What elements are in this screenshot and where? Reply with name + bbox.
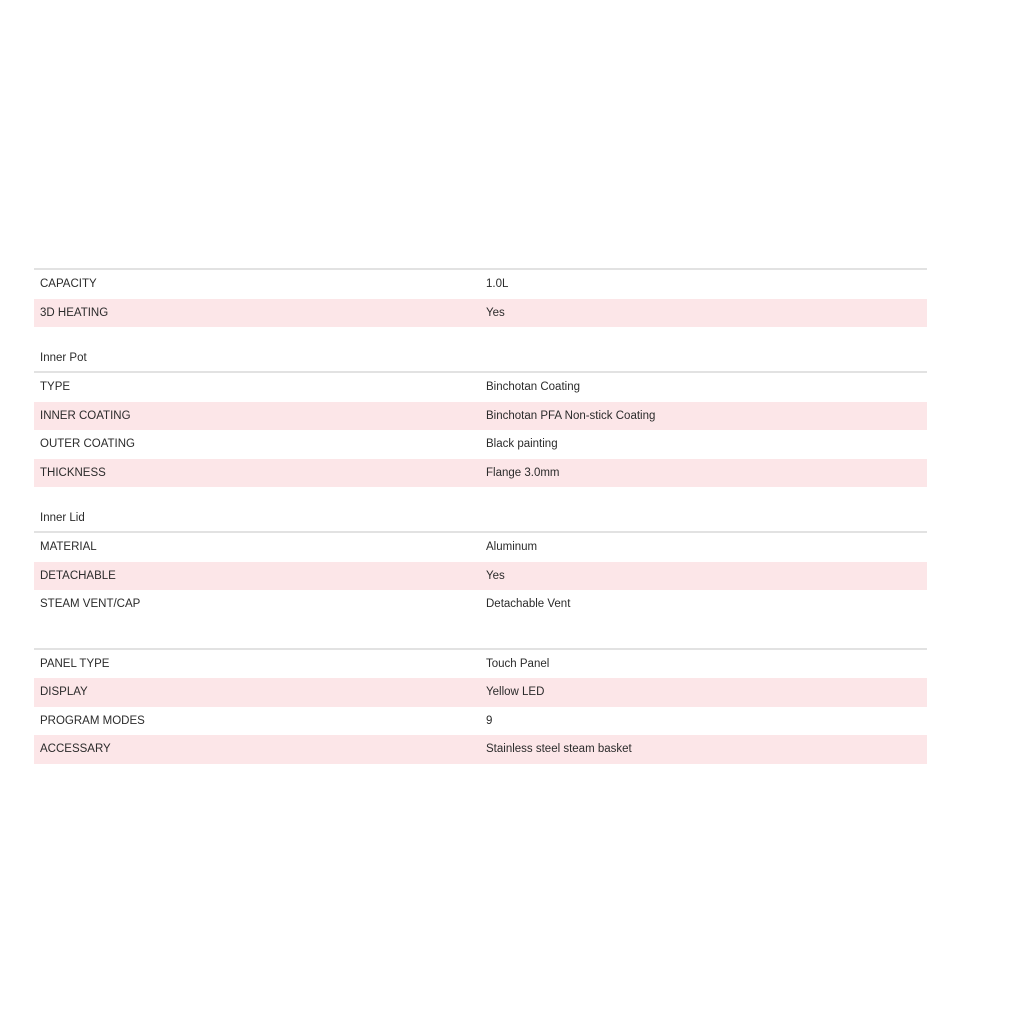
spec-row-steam-vent bbox=[34, 590, 927, 619]
spec-label: TYPE bbox=[40, 381, 71, 393]
spec-label: OUTER COATING bbox=[40, 438, 135, 450]
spec-value: 9 bbox=[486, 714, 493, 727]
spec-label: PROGRAM MODES bbox=[40, 714, 145, 727]
spec-row-panel-type bbox=[34, 650, 927, 679]
spec-label: STEAM VENT/CAP bbox=[40, 598, 141, 610]
spec-label: PANEL TYPE bbox=[40, 657, 110, 670]
spec-row-3d-heating bbox=[34, 299, 927, 328]
spec-value: Binchotan PFA Non-stick Coating bbox=[486, 409, 656, 422]
spec-row-accessary bbox=[34, 735, 927, 764]
spec-value: 1.0L bbox=[486, 278, 509, 290]
spec-row-material bbox=[34, 533, 927, 562]
spec-label: INNER COATING bbox=[40, 409, 131, 422]
spec-label: ACCESSARY bbox=[40, 743, 111, 755]
spec-value: Yellow LED bbox=[486, 686, 545, 698]
spec-row-type bbox=[34, 373, 927, 402]
section-spacer bbox=[34, 619, 927, 648]
spec-value: Touch Panel bbox=[486, 657, 550, 670]
spec-value: Aluminum bbox=[486, 541, 538, 553]
section-heading-inner-lid bbox=[34, 487, 927, 531]
spec-value: Yes bbox=[486, 569, 505, 582]
spec-label: DETACHABLE bbox=[40, 569, 116, 582]
spec-row-inner-coating bbox=[34, 402, 927, 431]
spec-row-outer-coating bbox=[34, 430, 927, 459]
section-heading-inner-pot bbox=[34, 327, 927, 371]
spec-label: MATERIAL bbox=[40, 541, 97, 553]
spec-row-detachable bbox=[34, 562, 927, 591]
spec-row-capacity bbox=[34, 270, 927, 299]
spec-row-program-modes bbox=[34, 707, 927, 736]
spec-label: 3D HEATING bbox=[40, 306, 109, 319]
spec-value: Stainless steel steam basket bbox=[486, 743, 632, 755]
spec-value: Flange 3.0mm bbox=[486, 466, 560, 479]
spec-table bbox=[34, 268, 927, 764]
spec-value: Yes bbox=[486, 306, 505, 319]
spec-label: CAPACITY bbox=[40, 278, 97, 290]
spec-row-thickness bbox=[34, 459, 927, 488]
spec-value: Detachable Vent bbox=[486, 598, 571, 610]
spec-label: THICKNESS bbox=[40, 466, 106, 479]
section-heading-text: Inner Pot bbox=[40, 352, 87, 364]
spec-value: Binchotan Coating bbox=[486, 381, 580, 393]
spec-row-display bbox=[34, 678, 927, 707]
spec-label: DISPLAY bbox=[40, 686, 88, 698]
section-heading-text: Inner Lid bbox=[40, 512, 85, 524]
spec-value: Black painting bbox=[486, 438, 558, 450]
